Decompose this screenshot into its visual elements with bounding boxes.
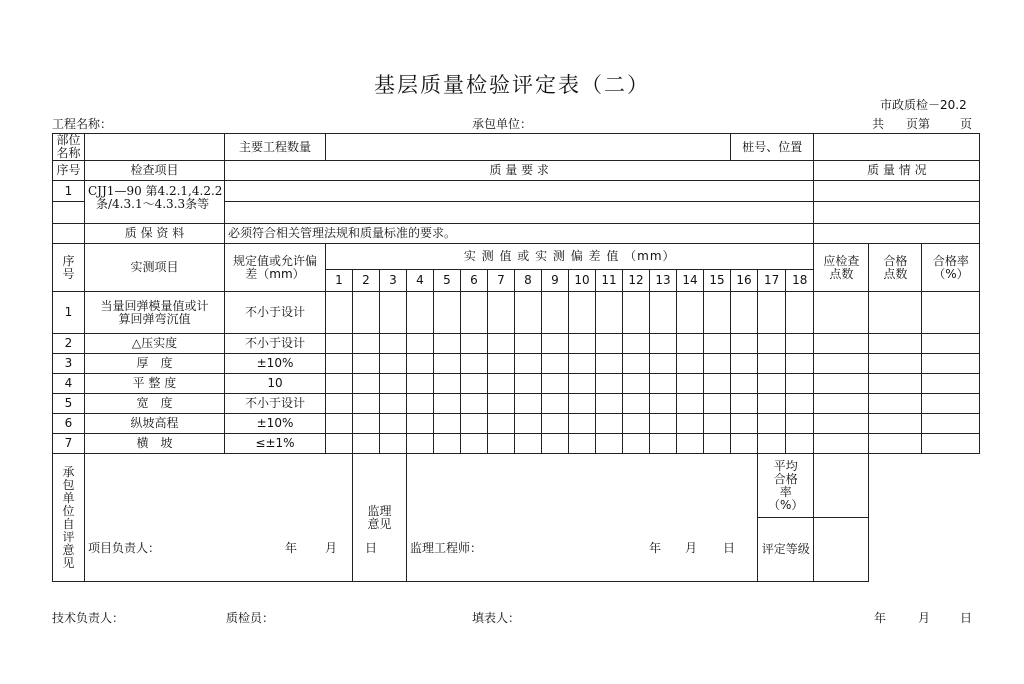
measure-value-cell[interactable]	[623, 434, 650, 454]
measure-value-cell[interactable]	[461, 434, 488, 454]
measure-value-cell[interactable]	[623, 414, 650, 434]
measure-value-cell[interactable]	[515, 394, 542, 414]
measure-value-cell[interactable]	[786, 434, 814, 454]
measure-value-cell[interactable]	[326, 292, 353, 334]
measure-value-cell[interactable]	[488, 434, 515, 454]
measure-value-cell[interactable]	[461, 334, 488, 354]
measure-value-cell[interactable]	[569, 394, 596, 414]
contractor-label: 承包单位：	[472, 117, 533, 131]
measure-value-cell[interactable]	[596, 394, 623, 414]
measure-value-cell[interactable]	[650, 334, 677, 354]
measure-value-cell[interactable]	[677, 434, 704, 454]
filler-label: 填表人：	[472, 611, 521, 625]
measure-row-no: 3	[53, 354, 85, 374]
page-end-label: 页	[960, 117, 973, 131]
measure-row-spec: ±10%	[225, 354, 326, 374]
measure-value-cell[interactable]	[623, 394, 650, 414]
measure-value-cell[interactable]	[542, 334, 569, 354]
measure-value-cell[interactable]	[731, 292, 758, 334]
check-points-header: 应检查点数	[814, 244, 869, 292]
supervision-date-year: 年	[649, 541, 662, 555]
measure-value-cell[interactable]	[353, 334, 380, 354]
col-header: 12	[623, 270, 650, 292]
measure-value-cell[interactable]	[353, 394, 380, 414]
contractor-date-year: 年	[285, 541, 298, 555]
measure-value-cell[interactable]	[569, 354, 596, 374]
check-points-cell[interactable]	[814, 292, 869, 334]
pass-rate-cell[interactable]	[922, 394, 980, 414]
measure-value-cell[interactable]	[326, 394, 353, 414]
measure-value-cell[interactable]	[731, 374, 758, 394]
check-no-header: 序号	[53, 161, 85, 181]
measure-header-row	[53, 244, 980, 270]
measure-value-cell[interactable]	[623, 292, 650, 334]
check-item-header: 检查项目	[85, 161, 225, 181]
part-name-label: 部位名称	[53, 134, 85, 161]
measure-value-cell[interactable]	[380, 394, 407, 414]
measure-value-cell[interactable]	[434, 334, 461, 354]
project-manager-label: 项目负责人：	[88, 541, 161, 555]
measure-value-cell[interactable]	[758, 334, 786, 354]
contractor-opinion-cell[interactable]	[85, 454, 378, 582]
measure-value-cell[interactable]	[596, 334, 623, 354]
requirement-header: 质 量 要 求	[225, 161, 814, 181]
main-qty-value[interactable]	[326, 134, 731, 161]
measure-row-spec: 不小于设计	[225, 394, 326, 414]
requirement-cell-2[interactable]	[225, 202, 814, 224]
measure-value-cell[interactable]	[461, 292, 488, 334]
check-ref-line1: CJJ1—90 第4.2.1,4.2.2	[88, 184, 223, 198]
measure-value-cell[interactable]	[731, 434, 758, 454]
inspector-label: 质检员：	[226, 611, 275, 625]
measure-item-header: 实测项目	[85, 244, 225, 292]
measure-row	[53, 394, 980, 414]
measure-value-cell[interactable]	[650, 434, 677, 454]
check-points-cell[interactable]	[814, 434, 869, 454]
form-title: 基层质量检验评定表（二）	[374, 73, 650, 97]
measure-value-cell[interactable]	[488, 414, 515, 434]
measure-value-cell[interactable]	[515, 414, 542, 434]
measure-value-cell[interactable]	[488, 374, 515, 394]
measure-value-cell[interactable]	[434, 374, 461, 394]
measure-value-cell[interactable]	[758, 374, 786, 394]
measure-value-cell[interactable]	[623, 334, 650, 354]
pass-points-cell[interactable]	[869, 394, 922, 414]
measure-value-cell[interactable]	[569, 292, 596, 334]
contractor-date-month: 月	[325, 541, 338, 555]
measure-value-cell[interactable]	[677, 414, 704, 434]
measure-row-item: 横 坡	[85, 434, 225, 454]
col-header: 17	[758, 270, 786, 292]
measure-value-cell[interactable]	[731, 354, 758, 374]
measure-row-spec: ±10%	[225, 414, 326, 434]
measure-value-cell[interactable]	[488, 354, 515, 374]
footer-date-day: 日	[960, 611, 973, 625]
part-name-value[interactable]	[85, 134, 225, 161]
measure-value-cell[interactable]	[326, 334, 353, 354]
avg-pass-rate-label: 平均合格率（%）	[758, 454, 814, 518]
pass-rate-header: 合格率（%）	[922, 244, 980, 292]
measure-value-cell[interactable]	[434, 414, 461, 434]
measure-value-cell[interactable]	[407, 434, 434, 454]
measure-value-cell[interactable]	[380, 334, 407, 354]
measure-values-title: 实 测 值 或 实 测 偏 差 值 （mm）	[326, 244, 814, 270]
col-header: 4	[407, 270, 434, 292]
check-ref-line2: 条/4.3.1～4.3.3条等	[96, 197, 210, 211]
measure-value-cell[interactable]	[380, 414, 407, 434]
measure-value-cell[interactable]	[704, 434, 731, 454]
measure-value-cell[interactable]	[731, 414, 758, 434]
measure-row-no: 5	[53, 394, 85, 414]
check-header-row	[53, 161, 980, 181]
tech-lead-label: 技术负责人：	[52, 611, 125, 625]
measure-value-cell[interactable]	[407, 394, 434, 414]
measure-row-item: 当量回弹模量值或计算回弹弯沉值	[85, 292, 225, 334]
check-item-no: 1	[53, 181, 85, 202]
measure-value-cell[interactable]	[434, 434, 461, 454]
pass-rate-cell[interactable]	[922, 374, 980, 394]
measure-value-cell[interactable]	[704, 334, 731, 354]
measure-row-spec: 不小于设计	[225, 292, 326, 334]
pass-points-cell[interactable]	[869, 374, 922, 394]
measure-value-cell[interactable]	[677, 292, 704, 334]
pass-rate-cell[interactable]	[922, 434, 980, 454]
measure-value-cell[interactable]	[488, 334, 515, 354]
measure-value-cell[interactable]	[542, 292, 569, 334]
footer-date-year: 年	[874, 611, 887, 625]
project-name-label: 工程名称：	[52, 117, 113, 131]
check-points-cell[interactable]	[814, 394, 869, 414]
measure-value-cell[interactable]	[461, 374, 488, 394]
page-total-label: 共	[872, 117, 885, 131]
measure-value-cell[interactable]	[353, 434, 380, 454]
col-header: 10	[569, 270, 596, 292]
measure-row-item: △压实度	[85, 334, 225, 354]
check-points-cell[interactable]	[814, 354, 869, 374]
supervisor-label: 监理工程师：	[410, 541, 483, 555]
grade-value[interactable]	[814, 518, 869, 582]
pass-rate-cell[interactable]	[922, 292, 980, 334]
measure-value-cell[interactable]	[461, 394, 488, 414]
guarantee-text: 必须符合相关管理法规和质量标准的要求。	[225, 224, 814, 244]
contractor-date-day: 日	[365, 541, 378, 555]
measure-value-cell[interactable]	[758, 354, 786, 374]
measure-value-cell[interactable]	[786, 374, 814, 394]
col-header: 9	[542, 270, 569, 292]
measure-value-cell[interactable]	[353, 374, 380, 394]
measure-value-cell[interactable]	[542, 354, 569, 374]
measure-row-spec: ≤±1%	[225, 434, 326, 454]
check-item-reference	[85, 181, 225, 224]
measure-value-cell[interactable]	[434, 394, 461, 414]
pass-rate-cell[interactable]	[922, 334, 980, 354]
col-header: 7	[488, 270, 515, 292]
situation-cell-1[interactable]	[814, 181, 980, 202]
measure-value-cell[interactable]	[407, 414, 434, 434]
measure-row-item: 平 整 度	[85, 374, 225, 394]
form-code: 市政质检－20.2	[880, 98, 967, 112]
measure-value-cell[interactable]	[786, 394, 814, 414]
measure-value-cell[interactable]	[461, 414, 488, 434]
opinion-row-top	[53, 454, 980, 518]
pass-rate-cell[interactable]	[922, 414, 980, 434]
supervision-opinion-cell[interactable]	[407, 454, 758, 582]
measure-value-cell[interactable]	[380, 374, 407, 394]
measure-value-cell[interactable]	[407, 354, 434, 374]
measure-value-cell[interactable]	[758, 434, 786, 454]
measure-value-cell[interactable]	[488, 292, 515, 334]
guarantee-label: 质 保 资 料	[85, 224, 225, 244]
measure-value-cell[interactable]	[596, 414, 623, 434]
measure-row	[53, 354, 980, 374]
measure-value-cell[interactable]	[326, 374, 353, 394]
measure-value-cell[interactable]	[677, 374, 704, 394]
measure-row-spec: 10	[225, 374, 326, 394]
measure-value-cell[interactable]	[786, 414, 814, 434]
measure-no-header: 序号	[53, 244, 85, 292]
measure-value-cell[interactable]	[704, 414, 731, 434]
measure-row-no: 6	[53, 414, 85, 434]
measure-value-cell[interactable]	[326, 434, 353, 454]
measure-spec-header: 规定值或允许偏差（mm）	[225, 244, 326, 292]
main-qty-label: 主要工程数量	[225, 134, 326, 161]
measure-row	[53, 414, 980, 434]
measure-value-cell[interactable]	[380, 292, 407, 334]
guarantee-situation[interactable]	[814, 224, 980, 244]
measure-value-cell[interactable]	[704, 292, 731, 334]
measure-value-cell[interactable]	[758, 394, 786, 414]
col-header: 13	[650, 270, 677, 292]
measure-row-no: 4	[53, 374, 85, 394]
guarantee-blank	[53, 224, 85, 244]
measure-value-cell[interactable]	[515, 434, 542, 454]
supervision-date-month: 月	[685, 541, 698, 555]
measure-row-item: 宽 度	[85, 394, 225, 414]
col-header: 3	[380, 270, 407, 292]
col-header: 6	[461, 270, 488, 292]
col-header: 16	[731, 270, 758, 292]
measure-value-cell[interactable]	[650, 374, 677, 394]
measure-value-cell[interactable]	[650, 292, 677, 334]
measure-value-cell[interactable]	[569, 434, 596, 454]
measure-value-cell[interactable]	[650, 354, 677, 374]
measure-value-cell[interactable]	[407, 292, 434, 334]
col-header: 8	[515, 270, 542, 292]
measure-value-cell[interactable]	[731, 394, 758, 414]
measure-value-cell[interactable]	[407, 334, 434, 354]
measure-value-cell[interactable]	[704, 374, 731, 394]
col-header: 1	[326, 270, 353, 292]
situation-cell-2[interactable]	[814, 202, 980, 224]
measure-value-cell[interactable]	[542, 394, 569, 414]
measure-value-cell[interactable]	[542, 374, 569, 394]
measure-value-cell[interactable]	[326, 414, 353, 434]
situation-header: 质 量 情 况	[814, 161, 980, 181]
measure-value-cell[interactable]	[488, 394, 515, 414]
measure-value-cell[interactable]	[786, 334, 814, 354]
measure-value-cell[interactable]	[569, 334, 596, 354]
measure-row-spec: 不小于设计	[225, 334, 326, 354]
measure-value-cell[interactable]	[596, 292, 623, 334]
guarantee-row	[53, 224, 980, 244]
col-header: 18	[786, 270, 814, 292]
measure-row-no: 7	[53, 434, 85, 454]
measure-value-cell[interactable]	[677, 354, 704, 374]
measure-value-cell[interactable]	[786, 354, 814, 374]
col-header: 5	[434, 270, 461, 292]
supervision-opinion-label: 监理意见	[353, 454, 407, 582]
check-points-cell[interactable]	[814, 414, 869, 434]
measure-value-cell[interactable]	[515, 334, 542, 354]
pass-rate-cell[interactable]	[922, 354, 980, 374]
measure-row-no: 1	[53, 292, 85, 334]
inspection-form-table	[52, 133, 980, 582]
supervision-date-day: 日	[723, 541, 736, 555]
measure-row-item: 厚 度	[85, 354, 225, 374]
col-header: 2	[353, 270, 380, 292]
measure-value-cell[interactable]	[353, 414, 380, 434]
footer-date-month: 月	[918, 611, 931, 625]
part-row	[53, 134, 980, 161]
check-points-cell[interactable]	[814, 334, 869, 354]
station-label: 桩号、位置	[731, 134, 814, 161]
col-header: 11	[596, 270, 623, 292]
measure-value-cell[interactable]	[515, 292, 542, 334]
measure-value-cell[interactable]	[650, 414, 677, 434]
measure-value-cell[interactable]	[650, 394, 677, 414]
measure-row	[53, 292, 980, 334]
measure-value-cell[interactable]	[569, 414, 596, 434]
station-value[interactable]	[814, 134, 980, 161]
measure-value-cell[interactable]	[758, 414, 786, 434]
pass-points-header: 合格点数	[869, 244, 922, 292]
measure-value-cell[interactable]	[542, 434, 569, 454]
measure-row-item: 纵坡高程	[85, 414, 225, 434]
measure-value-cell[interactable]	[623, 374, 650, 394]
check-item-no-2	[53, 202, 85, 224]
pass-points-cell[interactable]	[869, 292, 922, 334]
measure-value-cell[interactable]	[434, 354, 461, 374]
check-points-cell[interactable]	[814, 374, 869, 394]
measure-value-cell[interactable]	[677, 334, 704, 354]
measure-value-cell[interactable]	[380, 354, 407, 374]
measure-row	[53, 334, 980, 354]
contractor-opinion-label: 承包单位自评意见	[53, 454, 85, 582]
pass-points-cell[interactable]	[869, 414, 922, 434]
requirement-cell-1[interactable]	[225, 181, 814, 202]
measure-value-cell[interactable]	[704, 354, 731, 374]
measure-value-cell[interactable]	[380, 434, 407, 454]
measure-value-cell[interactable]	[461, 354, 488, 374]
pass-points-cell[interactable]	[869, 434, 922, 454]
measure-value-cell[interactable]	[596, 354, 623, 374]
measure-value-cell[interactable]	[515, 374, 542, 394]
measure-value-cell[interactable]	[353, 354, 380, 374]
measure-value-cell[interactable]	[704, 394, 731, 414]
page-unit-label: 页第	[906, 117, 931, 131]
col-header: 15	[704, 270, 731, 292]
col-header: 14	[677, 270, 704, 292]
avg-pass-rate-value[interactable]	[814, 454, 869, 518]
measure-value-cell[interactable]	[515, 354, 542, 374]
pass-points-cell[interactable]	[869, 354, 922, 374]
grade-label: 评定等级	[758, 518, 814, 582]
measure-row	[53, 374, 980, 394]
measure-value-cell[interactable]	[407, 374, 434, 394]
measure-value-cell[interactable]	[542, 414, 569, 434]
measure-value-cell[interactable]	[326, 354, 353, 374]
measure-value-cell[interactable]	[434, 292, 461, 334]
measure-value-cell[interactable]	[786, 292, 814, 334]
measure-row-no: 2	[53, 334, 85, 354]
measure-value-cell[interactable]	[731, 334, 758, 354]
measure-row	[53, 434, 980, 454]
measure-value-cell[interactable]	[623, 354, 650, 374]
pass-points-cell[interactable]	[869, 334, 922, 354]
measure-value-cell[interactable]	[677, 394, 704, 414]
measure-value-cell[interactable]	[596, 374, 623, 394]
measure-value-cell[interactable]	[596, 434, 623, 454]
check-item-row	[53, 181, 980, 202]
measure-value-cell[interactable]	[569, 374, 596, 394]
measure-value-cell[interactable]	[353, 292, 380, 334]
measure-value-cell[interactable]	[758, 292, 786, 334]
